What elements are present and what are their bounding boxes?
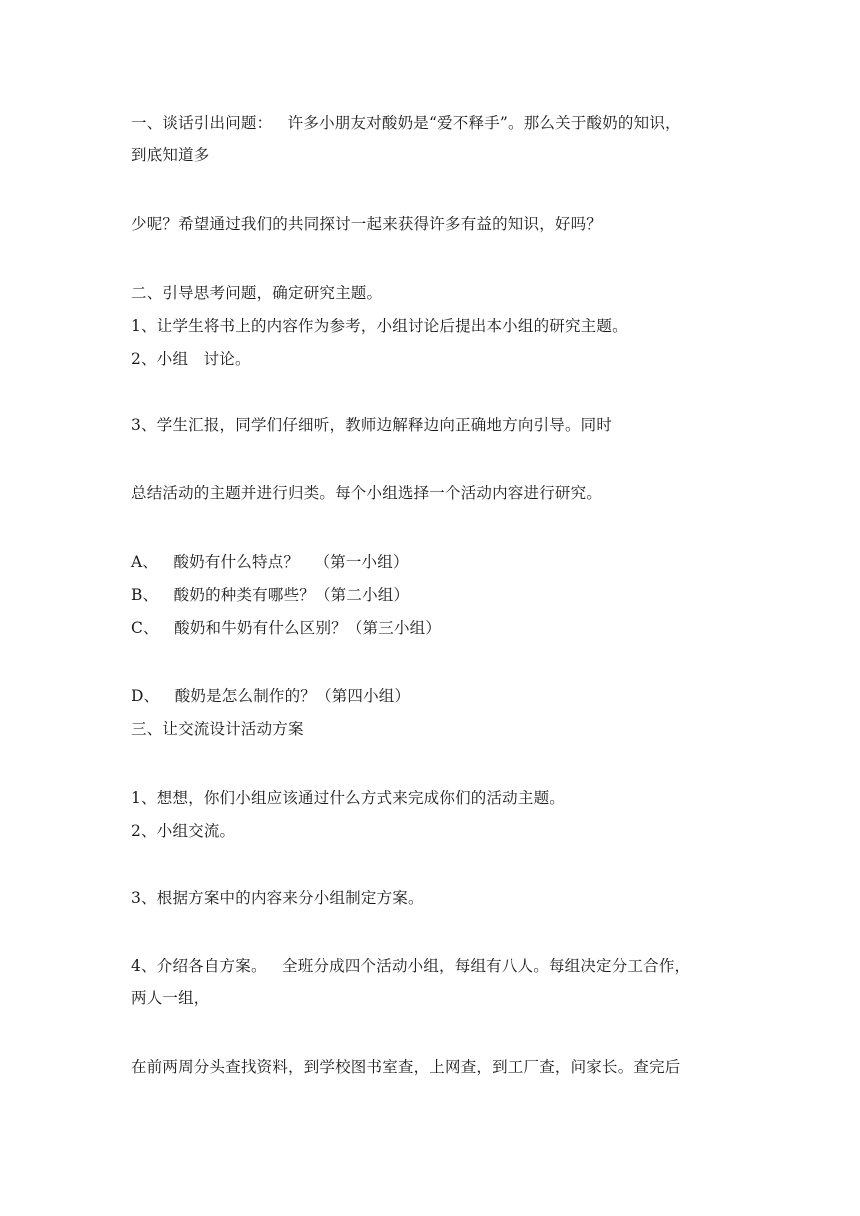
- text-line: 2、小组 讨论。: [131, 350, 251, 368]
- text-line: 3、根据方案中的内容来分小组制定方案。: [131, 889, 424, 907]
- text-line: 1、让学生将书上的内容作为参考，小组讨论后提出本小组的研究主题。: [131, 317, 628, 335]
- text-line: 4、介绍各自方案。 全班分成四个活动小组，每组有八人。每组决定分工合作，: [131, 957, 691, 975]
- text-line: 一、谈话引出问题： 许多小朋友对酸奶是“爱不释手”。那么关于酸奶的知识，: [131, 114, 681, 132]
- text-line: 3、学生汇报，同学们仔细听，教师边解释边向正确地方向引导。同时: [131, 416, 613, 434]
- text-line: 到底知道多: [131, 146, 210, 164]
- text-line: 在前两周分头查找资料，到学校图书室查，上网查，到工厂查，问家长。查完后: [131, 1058, 681, 1076]
- text-line: 2、小组交流。: [131, 822, 236, 840]
- text-line: 二、引导思考问题，确定研究主题。: [131, 284, 383, 302]
- text-line: C、 酸奶和牛奶有什么区别？（第三小组）: [131, 619, 442, 637]
- text-line: 少呢？希望通过我们的共同探讨一起来获得许多有益的知识，好吗？: [131, 215, 603, 233]
- text-line: 总结活动的主题并进行归类。每个小组选择一个活动内容进行研究。: [131, 484, 603, 502]
- text-line: B、 酸奶的种类有哪些？（第二小组）: [131, 586, 410, 604]
- text-line: A、 酸奶有什么特点？ （第一小组）: [131, 553, 409, 571]
- text-line: 1、想想，你们小组应该通过什么方式来完成你们的活动主题。: [131, 789, 565, 807]
- text-line: D、 酸奶是怎么制作的？（第四小组）: [131, 687, 411, 705]
- text-line: 两人一组，: [131, 989, 210, 1007]
- text-line: 三、让交流设计活动方案: [131, 720, 304, 738]
